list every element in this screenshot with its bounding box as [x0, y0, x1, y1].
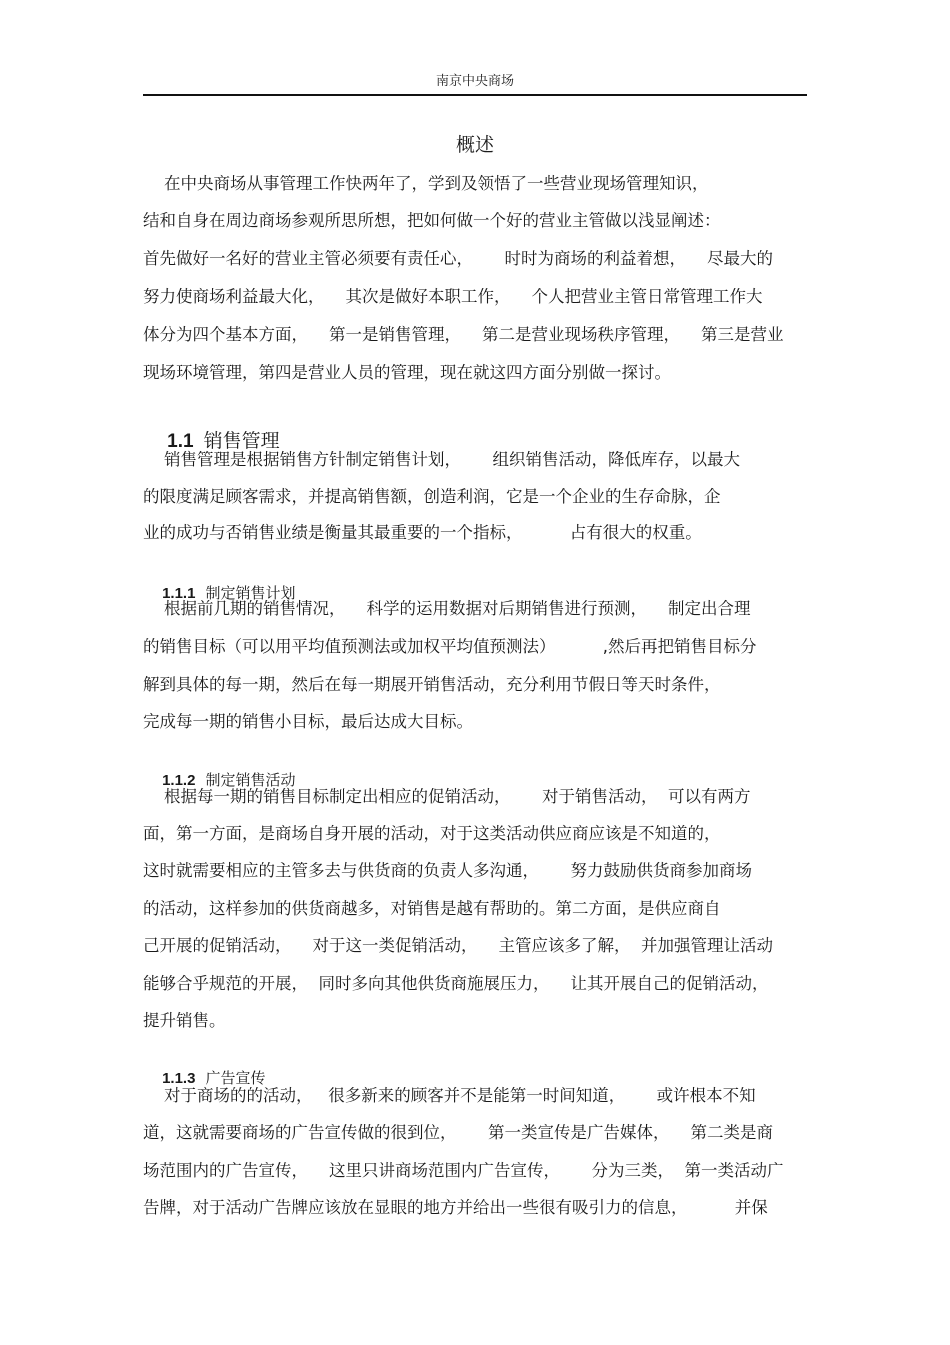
paragraph-line: 道，这就需要商场的广告宣传做的很到位， 第一类宣传是广告媒体， 第二类是商: [143, 1123, 773, 1142]
paragraph-line: 完成每一期的销售小目标，最后达成大目标。: [143, 712, 473, 731]
paragraph-line: 告牌，对于活动广告牌应该放在显眼的地方并给出一些很有吸引力的信息， 并保: [143, 1198, 768, 1217]
paragraph-line: 的限度满足顾客需求，并提高销售额，创造利润，它是一个企业的生存命脉，企: [143, 487, 721, 506]
paragraph-line: 面，第一方面，是商场自身开展的活动，对于这类活动供应商应该是不知道的，: [143, 824, 721, 843]
paragraph-line: 能够合乎规范的开展， 同时多向其他供货商施展压力， 让其开展自己的促销活动，: [143, 974, 769, 993]
paragraph-line: 在中央商场从事管理工作快两年了，学到及领悟了一些营业现场管理知识，: [143, 174, 709, 193]
paragraph-line: 场范围内的广告宣传， 这里只讲商场范围内广告宣传， 分为三类， 第一类活动广: [143, 1161, 784, 1180]
paragraph-line: 业的成功与否销售业绩是衡量其最重要的一个指标， 占有很大的权重。: [143, 523, 702, 542]
paragraph-line: 提升销售。: [143, 1011, 226, 1030]
paragraph-line: 的销售目标（可以用平均值预测法或加权平均值预测法） ,然后再把销售目标分: [143, 637, 757, 656]
subsection-title: 制定销售计划: [205, 584, 296, 602]
paragraph-line: 根据前几期的销售情况， 科学的运用数据对后期销售进行预测， 制定出合理: [143, 599, 751, 618]
paragraph-line: 己开展的促销活动， 对于这一类促销活动， 主管应该多了解， 并加强管理让活动: [143, 936, 773, 955]
paragraph-line: 结和自身在周边商场参观所思所想，把如何做一个好的营业主管做以浅显阐述：: [143, 211, 721, 230]
running-header: 南京中央商场: [435, 74, 514, 89]
subsection-number: 1.1.2: [162, 772, 196, 789]
paragraph-line: 这时就需要相应的主管多去与供货商的负责人多沟通， 努力鼓励供货商参加商场: [143, 861, 752, 880]
paragraph-line: 体分为四个基本方面， 第一是销售管理， 第二是营业现场秩序管理， 第三是营业: [143, 325, 784, 344]
section-number: 1.1: [167, 431, 194, 452]
subsection-title: 广告宣传: [205, 1069, 266, 1087]
paragraph-line: 销售管理是根据销售方针制定销售计划， 组织销售活动，降低库存，以最大: [143, 450, 740, 469]
subsection-title: 制定销售活动: [205, 771, 296, 789]
paragraph-line: 首先做好一名好的营业主管必须要有责任心， 时时为商场的利益着想， 尽最大的: [143, 249, 773, 268]
section-title: 销售管理: [203, 430, 280, 452]
subsection-number: 1.1.1: [162, 585, 196, 602]
header-divider: [143, 94, 807, 96]
paragraph-line: 努力使商场利益最大化， 其次是做好本职工作， 个人把营业主管日常管理工作大: [143, 287, 763, 306]
paragraph-line: 解到具体的每一期，然后在每一期展开销售活动，充分利用节假日等天时条件，: [143, 675, 721, 694]
paragraph-line: 的活动，这样参加的供货商越多，对销售是越有帮助的。第二方面，是供应商自: [143, 899, 721, 918]
paragraph-line: 现场环境管理，第四是营业人员的管理，现在就这四方面分别做一探讨。: [143, 363, 671, 382]
page-title: 概述: [455, 134, 494, 156]
paragraph-line: 对于商场的的活动， 很多新来的顾客并不是能第一时间知道， 或许根本不知: [143, 1086, 756, 1105]
paragraph-line: 根据每一期的销售目标制定出相应的促销活动， 对于销售活动， 可以有两方: [143, 787, 751, 806]
subsection-number: 1.1.3: [162, 1070, 196, 1087]
